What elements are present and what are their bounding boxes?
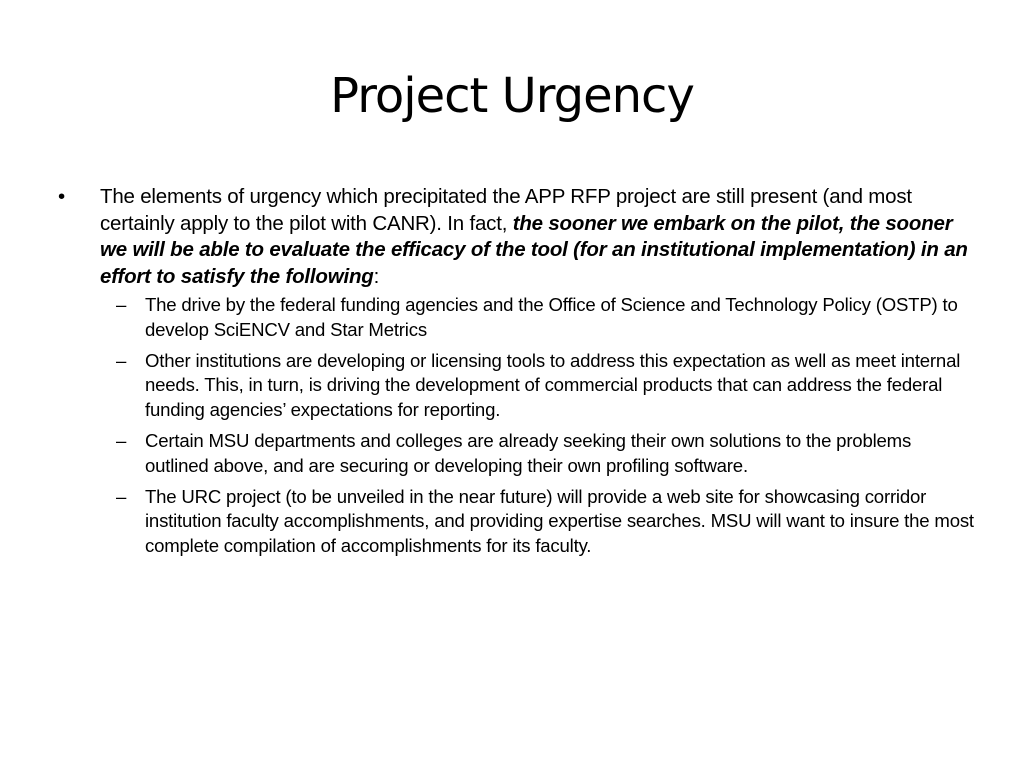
sub-bullet-text: The drive by the federal funding agencies and the Office of Science and Technology Policy (OSTP) to develop SciENCV and Star Metrics [145, 294, 958, 340]
main-bullet-intro: The elements of urgency which precipitated the APP RFP project are still present (and most certainly apply to the pilot with CANR). In fact, [100, 185, 912, 235]
sub-bullet-item [100, 429, 974, 479]
slide-title: Project Urgency [330, 68, 694, 124]
dash-marker: – [116, 349, 127, 371]
sub-bullet-list [54, 293, 974, 559]
dash-marker: – [116, 485, 127, 507]
dash-marker: – [116, 429, 127, 451]
main-bullet-emphasis: the sooner we embark on the pilot, the sooner we will be able to evaluate the efficacy of the tool (for an institutional implementation) in an effort to satisfy the following [100, 211, 968, 288]
sub-bullet-item [100, 485, 974, 559]
sub-bullet-text: The URC project (to be unveiled in the near future) will provide a web site for showcasing corridor institution faculty accomplishments, and providing expertise searches. MSU will want to insure the most complete compilation of accomplishments for its faculty. [145, 485, 974, 557]
sub-bullet-text: Certain MSU departments and colleges are already seeking their own solutions to the problems outlined above, and are securing or developing their own profiling software. [145, 429, 912, 476]
sub-bullet-text: Other institutions are developing or licensing tools to address this expectation as well as meet internal needs. This, in turn, is driving the development of commercial products that can address the federal funding agencies’ expectations for reporting. [145, 349, 961, 421]
bullet-marker: • [58, 185, 65, 208]
dash-marker: – [116, 294, 127, 315]
slide-body [54, 184, 974, 565]
main-bullet-end: : [373, 264, 380, 288]
main-bullet [54, 184, 974, 290]
sub-bullet-item [100, 349, 974, 423]
sub-bullet-item [100, 293, 974, 343]
